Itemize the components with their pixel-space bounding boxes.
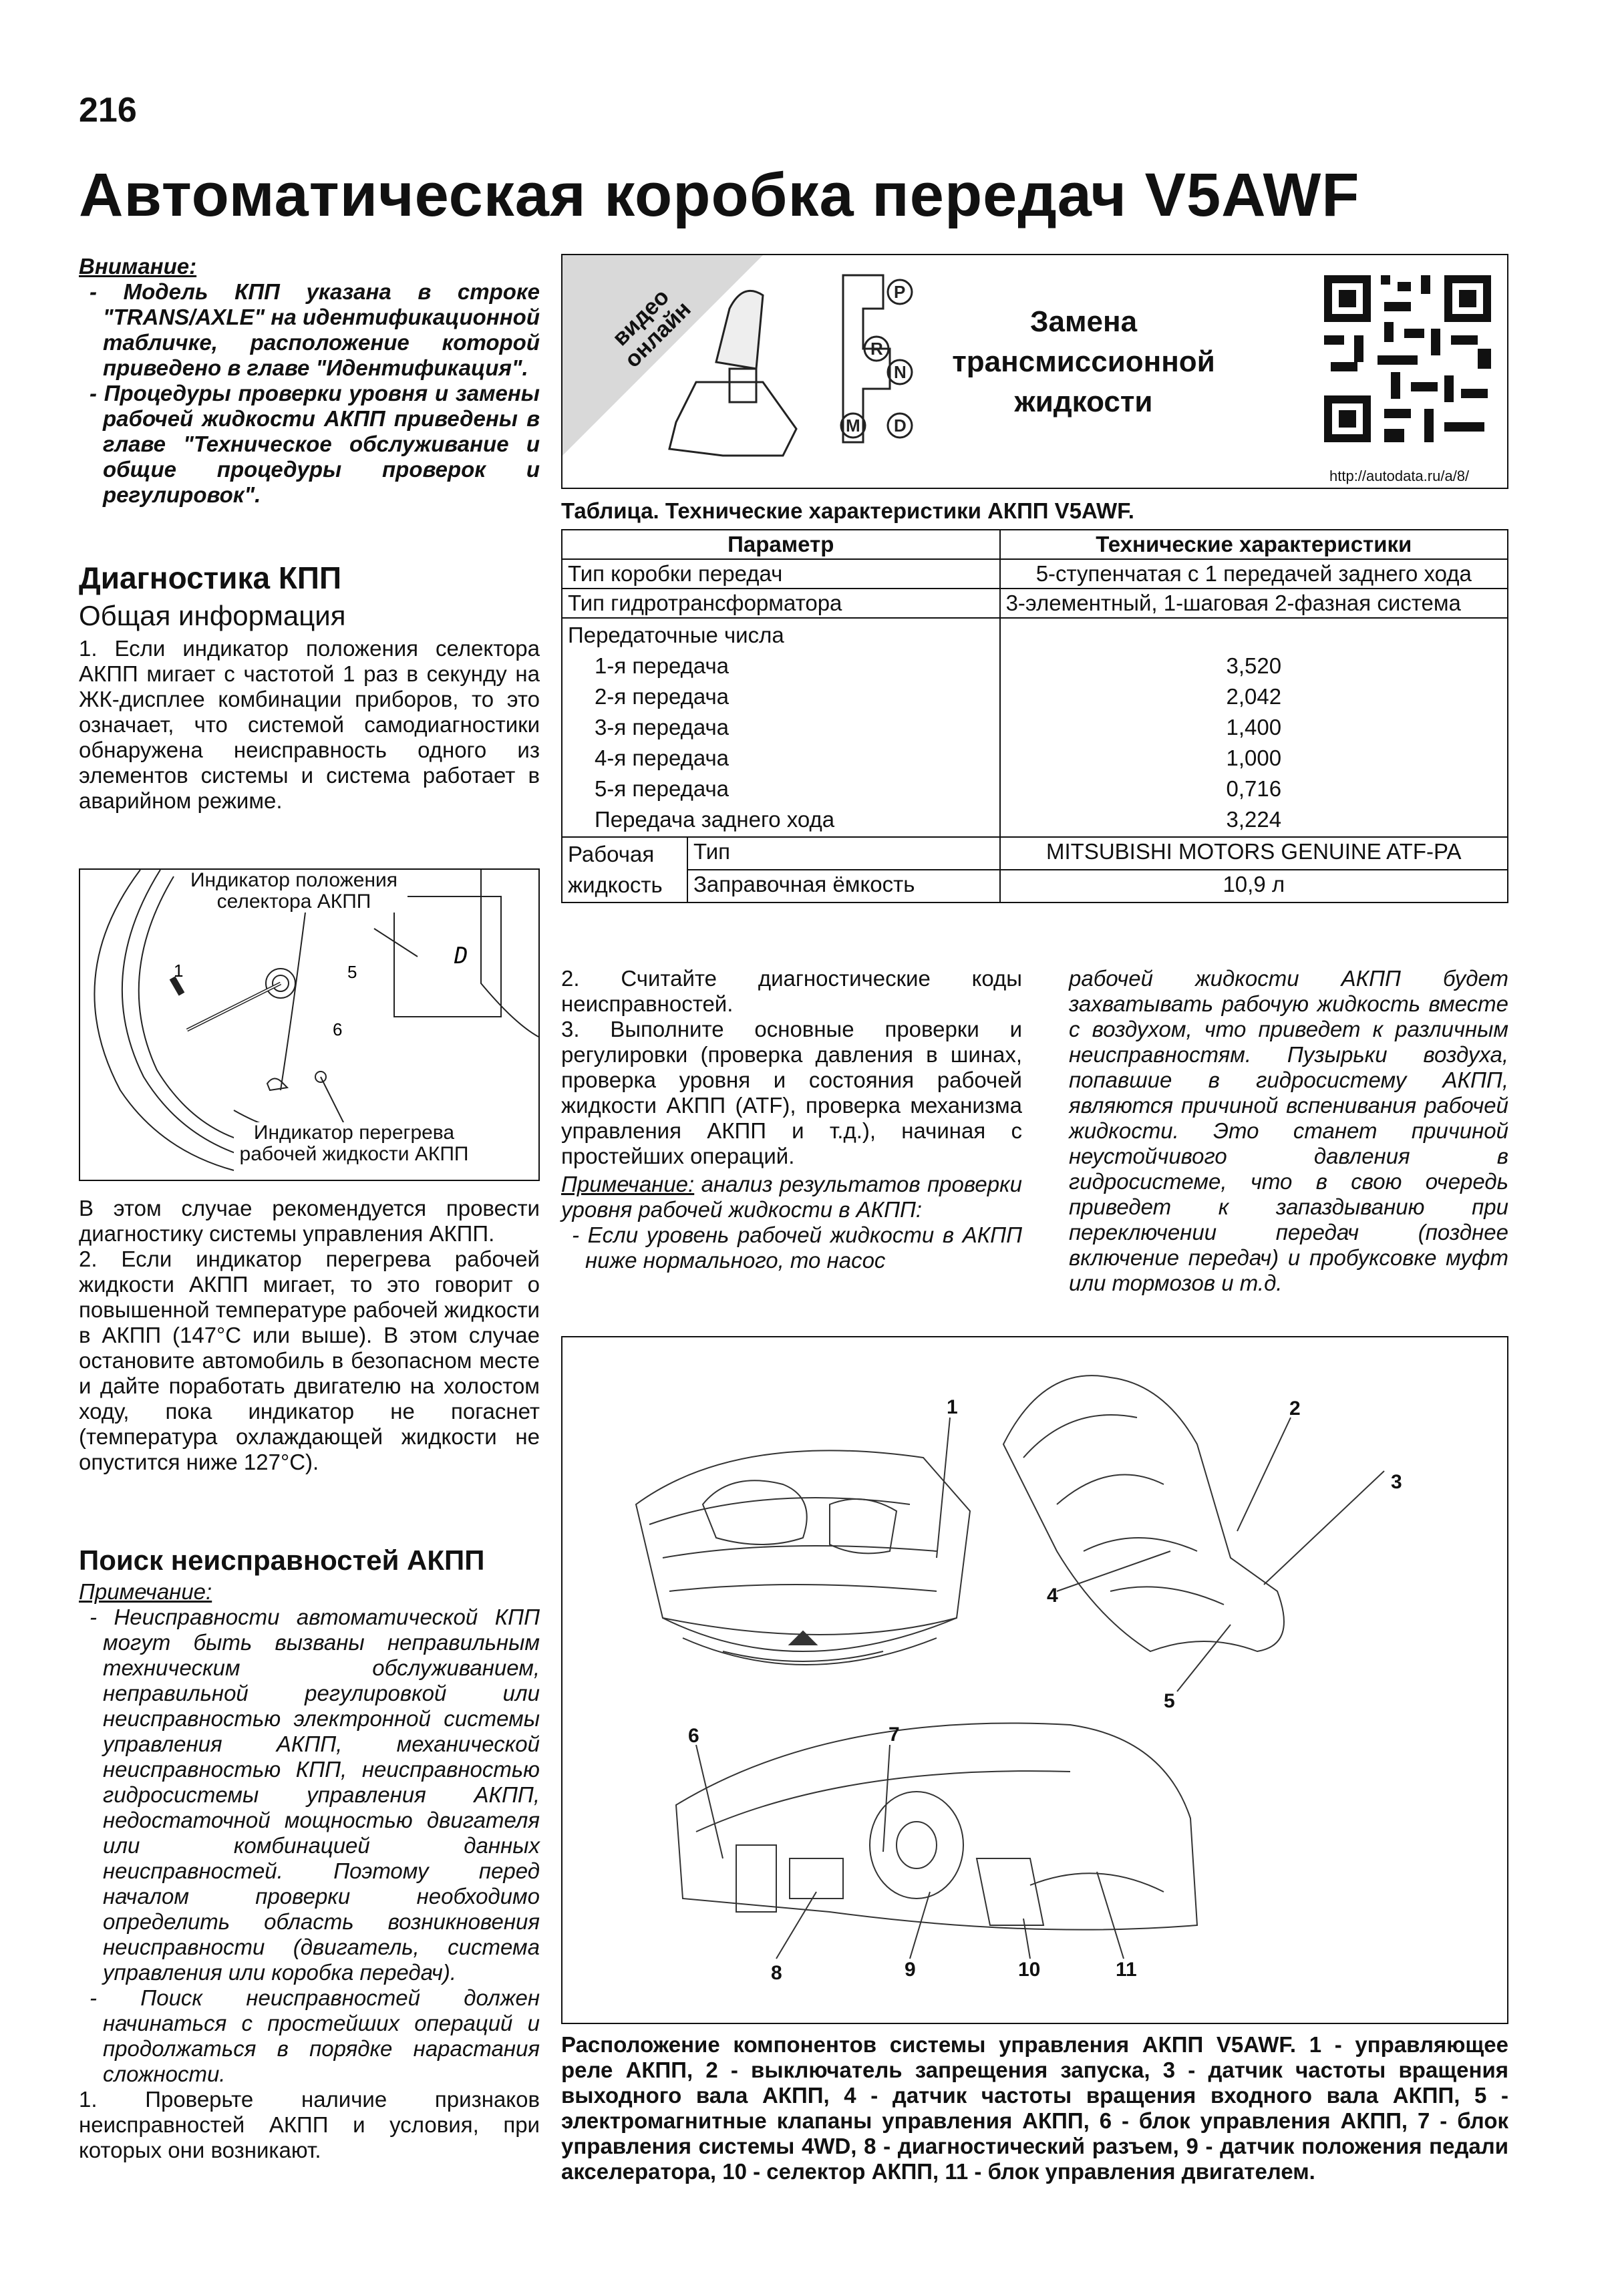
- video-banner-text: Замена трансмиссионной жидкости: [952, 305, 1215, 418]
- components-drawing: [562, 1337, 1507, 2023]
- gear-ratio-value: 1,000: [1226, 746, 1282, 770]
- attention-item-1: - Модель КПП указана в строке "TRANS/AXLE" на идентификационной табличке, расположение которой приведено в главе "Идентификация".: [90, 279, 540, 380]
- attention-note: [79, 254, 540, 508]
- gear-label: 1-я передача: [595, 653, 730, 678]
- callout-11: 11: [1116, 1959, 1137, 1981]
- attention-item-2: - Процедуры проверки уровня и замены рабочей жидкости АКПП приведены в главе "Техническое обслуживание и общие процедуры проверок и регулировок".: [90, 381, 540, 507]
- callout-5: 5: [1164, 1690, 1175, 1712]
- gear-ratio-value: 2,042: [1226, 684, 1282, 709]
- mid-note-heading: Примечание:: [561, 1172, 695, 1196]
- callout-4: 4: [1047, 1585, 1058, 1607]
- gear-label: 3-я передача: [595, 715, 730, 740]
- page-number: 216: [79, 91, 137, 130]
- row-value-type: 5-ступенчатая с 1 передачей заднего хода: [1000, 559, 1508, 589]
- gear-ratio-value: 3,520: [1226, 653, 1282, 678]
- video-url-link[interactable]: http://autodata.ru/a/8/: [1329, 468, 1470, 484]
- row-value-torque-converter: 3-элементный, 1-шаговая 2-фазная система: [1000, 589, 1508, 618]
- components-caption: Расположение компонентов системы управления АКПП V5AWF. 1 - управляющее реле АКПП, 2 - выключатель запрещения запуска, 3 - датчик частоты вращения выходного вала АКПП, 4 - датчик частоты вращения входного вала АКПП, 5 - электромагнитные клапаны управления АКПП, 6 - блок управления АКПП, 7 - блок управления системы 4WD, 8 - диагностический разъем, 9 - датчик положения педали акселератора, 10 - селектор АКПП, 11 - блок управления двигателем.: [561, 2032, 1508, 2184]
- header-specs: Технические характеристики: [1000, 530, 1508, 559]
- shift-letter-r: R: [870, 339, 883, 359]
- gauge-number-1: 1: [174, 961, 184, 981]
- trouble-paragraph-1: 1. Проверьте наличие признаков неисправностей АКПП и условия, при которых они возникают.: [79, 2087, 540, 2162]
- trouble-heading: Поиск неисправностей АКПП: [79, 1544, 485, 1576]
- trouble-note-heading: Примечание:: [79, 1579, 212, 1604]
- label-selector-indicator: Индикатор положения селектора АКПП: [180, 870, 408, 913]
- diag-continued: [79, 1196, 540, 1475]
- trouble-note-1: - Неисправности автоматической КПП могут быть вызваны неправильным техническим обслуживанием, неправильной регулировкой или неисправностью электронной системы управления АКПП, механической неисправностью КПП, неисправностью гидросистемы управления АКПП, недостаточной мощностью двигателя или комбинацией данных неисправностей. Поэтому перед началом проверки необходимо определить область возникновения неисправности (двигатель, система управления или коробка передач).: [90, 1605, 540, 1985]
- dashboard-figure: [79, 868, 540, 1181]
- row-label-fluid: Рабочая жидкость: [562, 837, 687, 903]
- spec-table: [561, 529, 1508, 903]
- callout-7: 7: [888, 1724, 900, 1746]
- gauge-number-5: 5: [347, 962, 357, 982]
- diag-paragraph-1: 1. Если индикатор положения селектора АКПП мигает с частотой 1 раз в секунду на ЖК-дисплее комбинации приборов, то это означает, что системой самодиагностики обнаружена неисправность одного из элементов системы и система работает в аварийном режиме.: [79, 636, 540, 813]
- components-figure: [561, 1336, 1508, 2024]
- right-column-text: рабочей жидкости АКПП будет захватывать рабочую жидкость вместе с воздухом, что приведет к различным неисправностям. Пузырьки воздуха, попавшие в гидросистему АКПП, являются причиной вспенивания рабочей жидкости. Это станет причиной неустойчивого давления в гидросистеме, что в свою очередь приведет к запаздыванию при переключении передач (позднее включение передач) и пробуксовке муфт или тормозов и т.д.: [1069, 966, 1508, 1295]
- mid-note-item: - Если уровень рабочей жидкости в АКПП ниже нормального, то насос: [572, 1222, 1022, 1273]
- mid-column: [561, 966, 1022, 1273]
- gear-label: 5-я передача: [595, 776, 730, 801]
- diag-paragraph-3: 2. Если индикатор перегрева рабочей жидкости АКПП мигает, то это говорит о повышенной температуре рабочей жидкости в АКПП (147°C или выше). В этом случае остановите автомобиль в безопасном месте и дайте поработать двигателю на холостом ходу, пока индикатор не погаснет (температура охлаждающей жидкости не опустится ниже 127°C).: [79, 1247, 540, 1474]
- mid-note-text: анализ результатов проверки уровня рабочей жидкости в АКПП:: [561, 1172, 1023, 1222]
- callout-10: 10: [1018, 1959, 1041, 1981]
- page-title: Автоматическая коробка передач V5AWF: [79, 161, 1360, 229]
- row-label-fluid-type: Тип: [687, 837, 1000, 870]
- gear-ratio-value: 3,224: [1226, 807, 1282, 832]
- row-value-fluid-type: MITSUBISHI MOTORS GENUINE ATF-PA: [1000, 837, 1508, 870]
- qr-code-icon: [1317, 269, 1498, 449]
- selector-display-letter: D: [454, 943, 468, 969]
- row-value-fluid-capacity: 10,9 л: [1000, 870, 1508, 903]
- diag-paragraph-2: В этом случае рекомендуется провести диагностику системы управления АКПП.: [79, 1196, 540, 1246]
- video-online-badge: видео онлайн: [607, 284, 696, 373]
- gear-label: Передача заднего хода: [595, 807, 835, 832]
- row-label-type: Тип коробки передач: [562, 559, 1000, 589]
- video-banner[interactable]: [561, 254, 1508, 489]
- shift-letter-n: N: [894, 362, 907, 382]
- gear-ratio-value: 0,716: [1226, 776, 1282, 801]
- mid-paragraph-2: 2. Считайте диагностические коды неисправностей.: [561, 966, 1022, 1016]
- callout-6: 6: [688, 1725, 699, 1747]
- label-overheat-indicator: Индикатор перегрева рабочей жидкости АКПП: [234, 1122, 474, 1165]
- diag-section: [79, 560, 540, 814]
- table-row: [562, 870, 1508, 903]
- ratios-label: Передаточные числа: [568, 623, 784, 647]
- shift-letter-d: D: [894, 416, 907, 436]
- gear-label: 4-я передача: [595, 746, 730, 770]
- right-column: [1069, 966, 1508, 1296]
- gauge-number-6: 6: [333, 1019, 343, 1039]
- trouble-section: [79, 1544, 540, 2163]
- table-row: [562, 589, 1508, 618]
- callout-1: 1: [947, 1396, 958, 1418]
- spec-table-wrapper: [561, 529, 1508, 903]
- shift-letter-p: P: [894, 282, 906, 302]
- callout-2: 2: [1289, 1398, 1301, 1420]
- gear-ratio-value: 1,400: [1226, 715, 1282, 740]
- table-row: [562, 559, 1508, 589]
- callout-3: 3: [1391, 1471, 1402, 1493]
- gear-label: 2-я передача: [595, 684, 730, 709]
- row-label-torque-converter: Тип гидротрансформатора: [562, 589, 1000, 618]
- callout-8: 8: [771, 1962, 782, 1984]
- callout-9: 9: [905, 1959, 916, 1981]
- diag-heading: Диагностика КПП: [79, 560, 342, 595]
- table-caption: Таблица. Технические характеристики АКПП V5AWF.: [561, 498, 1134, 523]
- diag-subheading: Общая информация: [79, 600, 346, 631]
- trouble-note-2: - Поиск неисправностей должен начинаться с простейших операций и продолжаться в порядке нарастания сложности.: [90, 1985, 540, 2086]
- row-label-fluid-capacity: Заправочная ёмкость: [687, 870, 1000, 903]
- table-header-row: [562, 530, 1508, 559]
- table-row-ratios: [562, 618, 1508, 837]
- mid-paragraph-3: 3. Выполните основные проверки и регулировки (проверка давления в шинах, проверка уровня и состояния рабочей жидкости АКПП (ATF), проверка механизма управления АКПП и т.д.), начиная с простейших операций.: [561, 1017, 1022, 1168]
- attention-heading: Внимание:: [79, 254, 197, 279]
- table-row: [562, 837, 1508, 870]
- shift-letter-m: M: [846, 416, 860, 436]
- header-parameter: Параметр: [562, 530, 1000, 559]
